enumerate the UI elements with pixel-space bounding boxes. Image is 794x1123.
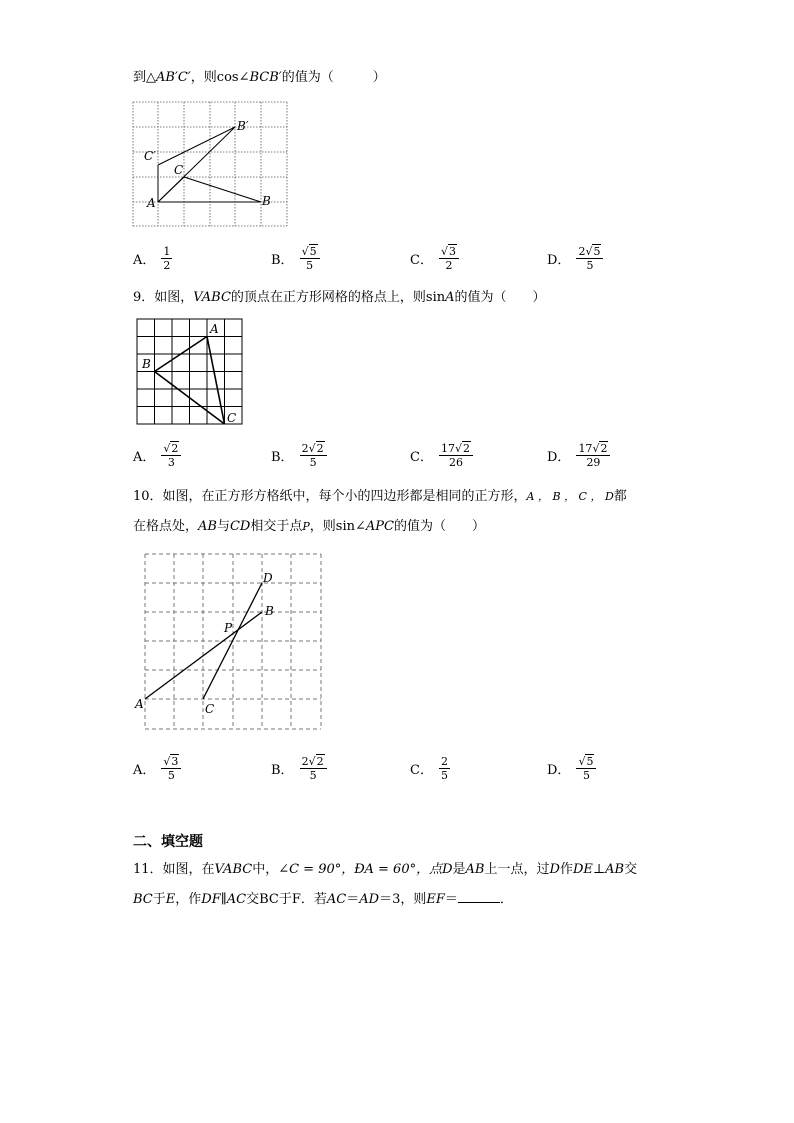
denominator: 3 [167,455,175,469]
denominator: 2 [445,258,453,272]
q9-text: 的顶点在正方形网格的格点上，则sin [230,290,446,305]
q9-option-d[interactable] [547,438,610,472]
q10-stem-line2 [133,515,485,534]
sqrt: √5 [578,754,594,768]
q11-text: ． [499,892,513,907]
q10-label-C: C [205,702,215,716]
q11-text: 于 [152,892,166,907]
q8-text: ，则cos∠ [190,70,250,85]
fraction [576,442,610,469]
q8-stem-tail [133,66,386,85]
option-label: A． [133,449,156,465]
fraction [300,245,320,272]
option-label: A． [133,762,156,778]
q9-angle: A [445,290,455,305]
denominator: 2 [163,258,171,272]
q11-text: 是 [452,862,466,877]
q11-math: DF∥AC [201,892,247,907]
q11-math: D [442,862,453,877]
coefficient: 2 [301,754,309,768]
q11-math: AC [326,892,347,907]
q8-triangle: AB′C′ [156,70,191,85]
q8-label-C: C [174,163,184,177]
q11-math: ∠C = 90°，ÐA = 60°，点 [278,862,443,877]
q8-figure [131,100,291,230]
sqrt: √3 [163,754,179,768]
q10-text: 10．如图，在正方形方格纸中，每个小的四边形都是相同的正方形， [133,489,527,504]
numerator [300,442,327,456]
q9-options [133,438,613,472]
denominator: 5 [309,455,317,469]
q10-seg: CD [229,519,251,534]
fraction [300,755,327,782]
q9-segment-AC [207,337,225,425]
numerator [576,245,603,259]
denominator: 5 [309,768,317,782]
option-label: B． [271,762,294,778]
denominator: 5 [167,768,175,782]
q11-math: EF [426,892,445,907]
q11-stem-line2 [133,888,513,907]
coefficient: 17 [578,441,593,455]
section-heading: 二、填空题 [133,834,203,850]
q10-label-A: A [135,697,144,711]
q8-segment-CB [184,177,261,202]
option-label: C． [410,762,433,778]
numerator [576,755,596,769]
fraction [439,442,473,469]
fraction [576,755,596,782]
q11-math: E [165,892,176,907]
q10-text: 的值为（ ） [393,519,485,534]
q10-text: 在格点处， [133,519,199,534]
q10-points: A ， B ， C ， D [526,490,614,503]
fraction [161,755,181,782]
q10-seg: AB [198,519,217,534]
q11-text: ．若 [300,892,327,907]
numerator [161,755,181,769]
q8-option-b[interactable] [271,241,320,275]
q8-label-B1: B′ [237,119,249,133]
q8-option-c[interactable] [410,241,459,275]
q8-option-d[interactable] [547,241,603,275]
q10-options [133,751,613,785]
numerator [161,442,181,456]
q11-math: D [549,862,560,877]
numerator: 2 [440,754,448,768]
sqrt: √2 [454,441,470,455]
q10-text: ，则sin∠ [309,519,366,534]
q10-text: 相交于点 [250,519,303,534]
q10-option-d[interactable] [547,751,596,785]
option-label: C． [410,252,433,268]
q11-math: AD [359,892,380,907]
q9-option-c[interactable] [410,438,473,472]
q8-option-a[interactable] [133,241,172,275]
q8-options [133,241,613,275]
q8-segment-C1B1 [158,127,235,165]
numerator: 1 [163,244,171,258]
q9-option-b[interactable] [271,438,327,472]
option-label: D． [547,449,571,465]
q11-text: ＝ [346,892,360,907]
denominator: 5 [306,258,314,272]
q10-angle: APC [365,519,394,534]
fraction [161,442,181,469]
option-label: C． [410,449,433,465]
q8-label-C1: C′ [144,149,156,163]
q8-text: 到△ [133,70,156,85]
q11-text: 中， [252,862,279,877]
q11-math: AB [465,862,485,877]
q10-figure [135,548,325,738]
option-label: B． [271,252,294,268]
denominator: 5 [440,768,448,782]
q11-math: VABC [214,862,253,877]
coefficient: 2 [578,244,586,258]
coefficient: 2 [301,441,309,455]
q10-option-b[interactable] [271,751,327,785]
q8-label-A: A [147,196,156,210]
answer-blank[interactable] [458,890,500,903]
q11-text: ＝ [444,892,458,907]
coefficient: 17 [440,441,455,455]
option-label: B． [271,449,294,465]
fraction [439,245,459,272]
q11-text: 作 [559,862,573,877]
sqrt: √5 [301,244,317,258]
option-label: A． [133,252,156,268]
q9-stem [133,286,546,305]
option-label: D． [547,252,571,268]
fraction [576,245,603,272]
q9-label-C: C [227,411,237,425]
q9-label-B: B [142,357,151,371]
numerator [439,442,473,456]
q11-text: F [291,892,301,907]
q9-option-a[interactable] [133,438,181,472]
q11-stem-line1 [133,858,637,877]
sqrt: √2 [592,441,608,455]
q8-segment-AB1 [158,127,235,202]
sqrt: √2 [163,441,179,455]
q10-option-a[interactable] [133,751,181,785]
q9-label-A: A [210,322,219,336]
sqrt: √2 [308,754,324,768]
q8-label-B: B [262,194,271,208]
option-label: D． [547,762,571,778]
q10-text: 与 [216,519,230,534]
numerator [439,245,459,259]
denominator: 5 [582,768,590,782]
q10-option-c[interactable] [410,751,450,785]
q11-text: 交 [246,892,260,907]
q11-text: 于 [278,892,292,907]
sqrt: √5 [585,244,601,258]
sqrt: √2 [308,441,324,455]
q8-angle: BCB′ [249,70,282,85]
q11-text: BC [259,892,279,907]
q9-triangle: VABC [193,290,231,305]
q11-text: 11．如图，在 [133,862,215,877]
q11-text: ＝3，则 [379,892,427,907]
q8-text: 的值为（ ） [281,70,386,85]
q10-stem-line1 [133,485,627,504]
sqrt: √3 [440,244,456,258]
q10-label-D: D [263,571,273,585]
q11-math: DE⊥AB [572,862,625,877]
q9-figure [136,318,248,430]
q9-text: 9．如图， [133,290,194,305]
q11-text: ，作 [175,892,202,907]
fraction [300,442,327,469]
q10-label-B: B [265,604,274,618]
denominator: 5 [586,258,594,272]
fraction [161,245,172,272]
denominator: 26 [448,455,463,469]
q9-text: 的值为（ ） [454,290,546,305]
q10-grid [145,554,321,729]
q11-text: 交 [624,862,638,877]
q9-grid [137,319,242,424]
q10-point: P [302,520,310,533]
numerator [300,755,327,769]
numerator [576,442,610,456]
q10-label-P: P [224,621,233,635]
numerator [300,245,320,259]
q11-text: 上一点，过 [484,862,550,877]
denominator: 29 [586,455,601,469]
q11-math: BC [133,892,153,907]
q10-text: 都 [613,489,627,504]
fraction [439,755,450,782]
